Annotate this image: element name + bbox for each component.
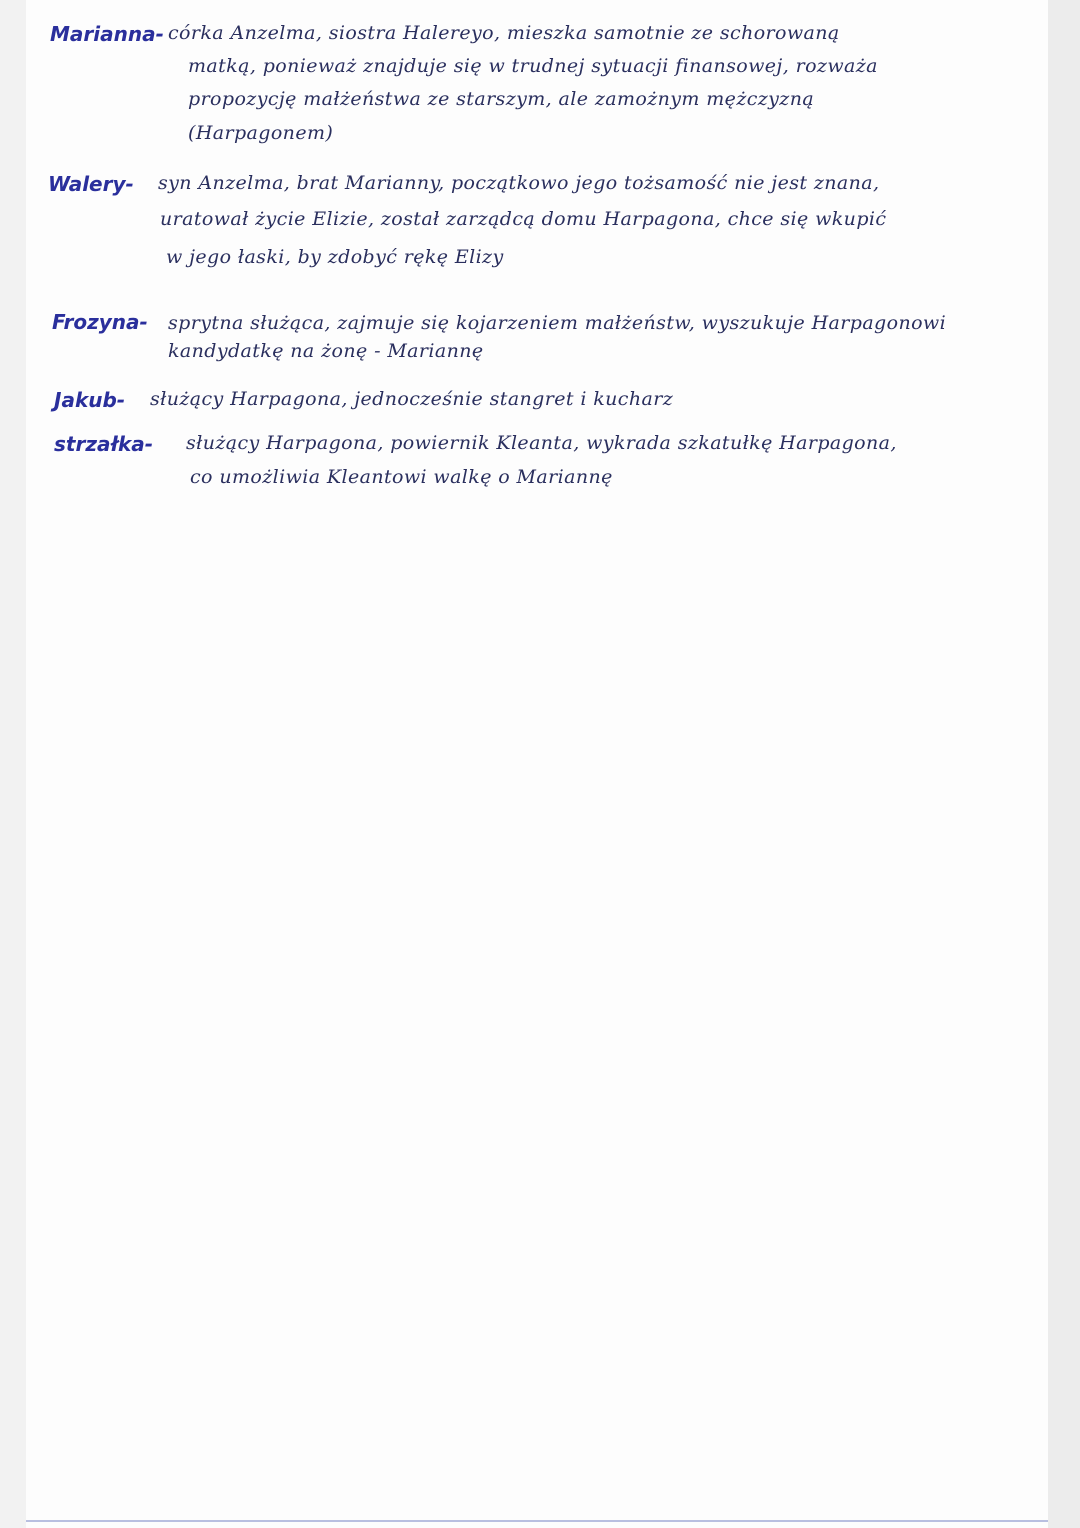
description-line: propozycję małżeństwa ze starszym, ale zamożnym mężczyzną bbox=[188, 88, 815, 110]
description-line: (Harpagonem) bbox=[188, 122, 334, 144]
character-entry-frozyna bbox=[0, 310, 1040, 370]
character-entry-jakub bbox=[0, 388, 1040, 418]
description-line: sprytna służąca, zajmuje się kojarzeniem małżeństw, wyszukuje Harpagonowi bbox=[168, 312, 947, 334]
page-right-edge bbox=[1048, 0, 1080, 1528]
description-line: służący Harpagona, powiernik Kleanta, wykrada szkatułkę Harpagona, bbox=[186, 432, 897, 454]
description-line: syn Anzelma, brat Marianny, początkowo jego tożsamość nie jest znana, bbox=[158, 172, 880, 194]
character-entry-marianna bbox=[0, 22, 1040, 162]
description-line: uratował życie Elizie, został zarządcą domu Harpagona, chce się wkupić bbox=[160, 208, 887, 230]
description-line: służący Harpagona, jednocześnie stangret i kucharz bbox=[150, 388, 674, 410]
character-name: Walery- bbox=[48, 172, 134, 196]
character-entry-walery bbox=[0, 172, 1040, 282]
character-name: Marianna- bbox=[50, 22, 164, 46]
description-line: w jego łaski, by zdobyć rękę Elizy bbox=[166, 246, 504, 268]
description-line: kandydatkę na żonę - Mariannę bbox=[168, 340, 484, 362]
description-line: córka Anzelma, siostra Halereyo, mieszka samotnie ze schorowaną bbox=[168, 22, 840, 44]
description-line: matką, ponieważ znajduje się w trudnej sytuacji finansowej, rozważa bbox=[188, 55, 878, 77]
character-name: Jakub- bbox=[54, 388, 126, 412]
page-bottom-line bbox=[26, 1520, 1048, 1522]
description-line: co umożliwia Kleantowi walkę o Mariannę bbox=[190, 466, 613, 488]
character-name: strzałka- bbox=[54, 432, 154, 456]
character-name: Frozyna- bbox=[52, 310, 148, 334]
character-entry-strzalka bbox=[0, 432, 1040, 492]
